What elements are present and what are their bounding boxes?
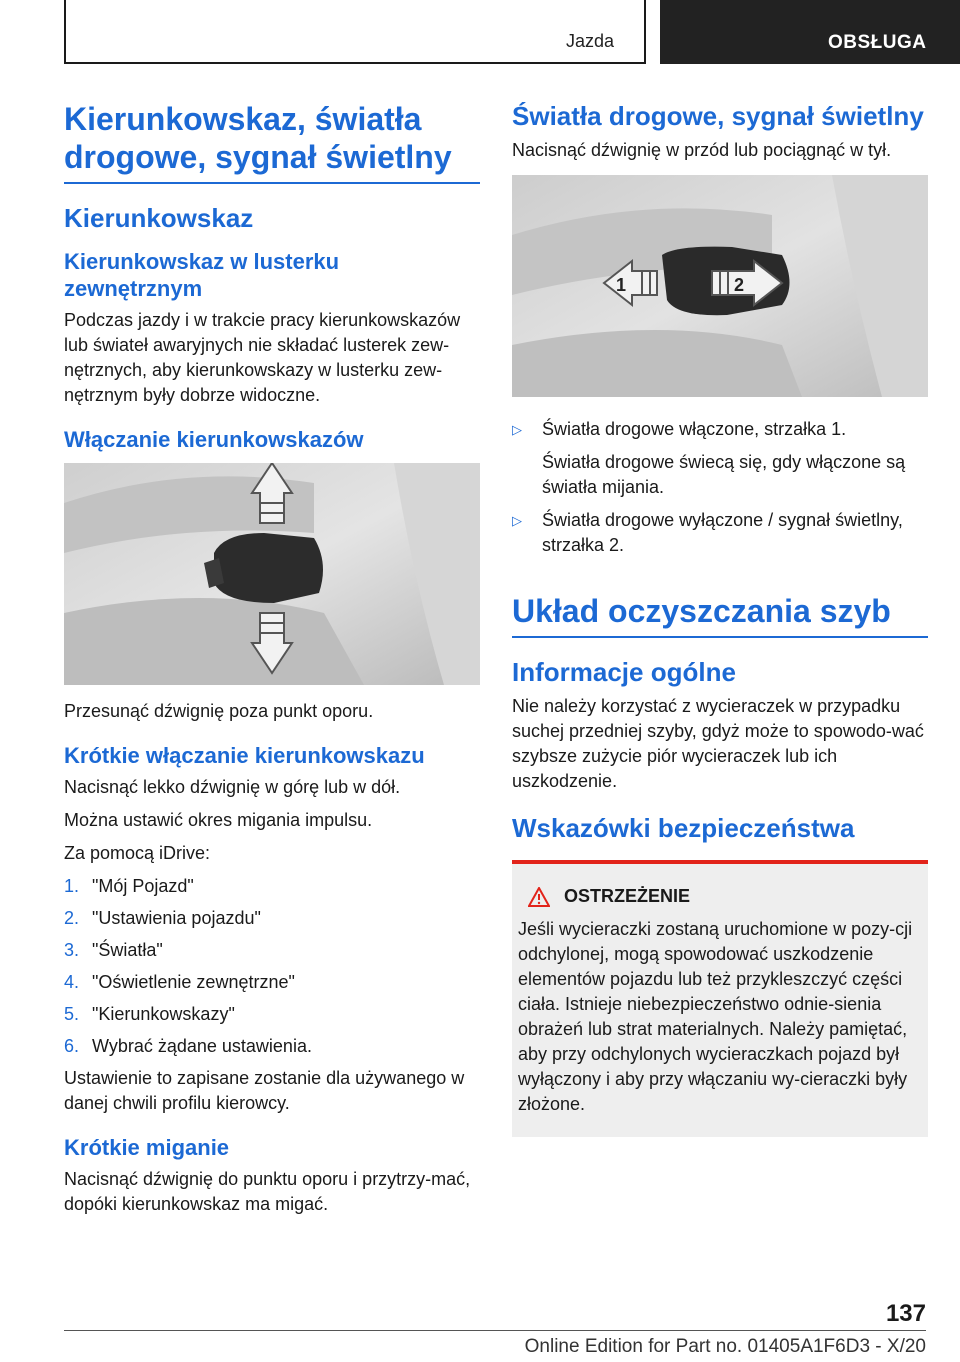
paragraph-flash: Nacisnąć dźwignię do punktu oporu i przytrzy‐mać, dopóki kierunkowskaz ma migać. [64,1169,471,1214]
step-number: 4. [64,972,80,992]
heading-short-flash: Krótkie miganie [64,1135,230,1160]
step-text: "Ustawienia pojazdu" [92,908,261,928]
warning-title-row [528,886,916,907]
figure-turn-lever [64,463,480,685]
heading-safety: Wskazówki bezpieczeństwa [512,813,855,843]
chapter-title: OBSŁUGA [828,32,927,53]
list-item [64,970,480,995]
triangle-bullet-icon: ▷ [512,513,522,528]
main-heading: Kierunkowskaz, światła drogowe, sygnał świetlny [64,101,452,175]
warning-title: OSTRZEŻENIE [564,886,691,906]
bullet-subtext: Światła drogowe świecą się, gdy włączone są światła mijania. [542,452,906,497]
step-text: Wybrać żądane ustawienia. [92,1036,312,1056]
footer-edition: Online Edition for Part no. 01405A1F6D3 - X/20 [524,1336,926,1357]
turn-lever-illustration [64,463,480,685]
bullet-text: Światła drogowe wyłączone / sygnał świetlny, strzałka 2. [542,510,903,555]
step-text: "Oświetlenie zewnętrzne" [92,972,295,992]
header-chapter-tab [660,0,960,64]
step-number: 2. [64,908,80,928]
section-title: Jazda [565,31,614,51]
heading-turn-signal: Kierunkowskaz [64,203,254,233]
list-item [64,938,480,963]
list-item [512,508,928,558]
heading-turn-on: Włączanie kierunkowskazów [64,427,364,452]
heading-wash-system: Układ oczyszczania szyb [512,593,891,629]
heading-high-beam: Światła drogowe, sygnał świetlny [512,101,924,131]
paragraph-turn-on: Przesunąć dźwignię poza punkt oporu. [64,701,374,721]
header-section-tab [64,0,646,64]
heading-short-signal: Krótkie włączanie kierunkowskazu [64,743,425,768]
high-beam-bullets [512,417,928,442]
list-item [64,874,480,899]
paragraph-general-info: Nie należy korzystać z wycieraczek w przypadku suchej przedniej szyby, gdyż może to spowodo‐wać szybsze zużycie piór wycieraczek lub ich uszkodzenie. [512,696,924,791]
list-item [512,417,928,442]
step-text: "Kierunkowskazy" [92,1004,235,1024]
list-item [64,906,480,931]
arrow-label-1: 1 [616,275,627,295]
step-number: 1. [64,876,80,896]
arrow-label-2: 2 [734,275,745,295]
list-item [64,1002,480,1027]
bullet-text: Światła drogowe włączone, strzałka 1. [542,419,847,439]
warning-triangle-icon [528,887,550,907]
wash-heading-block [512,592,928,638]
right-column [512,100,928,1137]
list-item [64,1034,480,1059]
left-column [64,100,480,1225]
step-number: 3. [64,940,80,960]
high-beam-bullets-2 [512,508,928,558]
paragraph-short-2: Można ustawić okres migania impulsu. [64,810,373,830]
warning-text: Jeśli wycieraczki zostaną uruchomione w pozy‐cji odchylonej, mogą spowodować uszkodzenie elementów pojazdu lub też przykleszczyć części ciała. Istnieje niebezpieczeństwo odnie‐sienia obrażeń lub strat materialnych. Należy pamiętać, aby przy odchylonych wycieraczkach pojazd był wyłączony i aby przy włączaniu wy‐cieraczki były złożone. [518,919,913,1114]
idrive-steps-list [64,874,480,1059]
footer-divider [64,1330,926,1331]
main-heading-block [64,100,480,184]
step-number: 5. [64,1004,80,1024]
paragraph-short-1: Nacisnąć lekko dźwignię w górę lub w dół. [64,777,401,797]
high-beam-lever-illustration [512,175,928,397]
step-text: "Światła" [92,940,163,960]
step-number: 6. [64,1036,80,1056]
page-number: 137 [885,1300,926,1327]
paragraph-short-3: Za pomocą iDrive: [64,843,211,863]
figure-high-beam-lever [512,175,928,397]
paragraph-saved: Ustawienie to zapisane zostanie dla używanego w danej chwili profilu kierowcy. [64,1068,465,1113]
heading-mirror-signal: Kierunkowskaz w lusterku zewnętrznym [64,249,340,301]
triangle-bullet-icon: ▷ [512,422,522,437]
heading-general-info: Informacje ogólne [512,657,736,687]
step-text: "Mój Pojazd" [92,876,194,896]
warning-box [512,860,928,1137]
paragraph-high-beam: Nacisnąć dźwignię w przód lub pociągnąć w tył. [512,140,892,160]
paragraph-mirror: Podczas jazdy i w trakcie pracy kierunkowskazów lub świateł awaryjnych nie składać lusterek zew‐nętrznych, aby kierunkowskazy w lusterku zew‐nętrznym były dobrze widoczne. [64,310,461,405]
